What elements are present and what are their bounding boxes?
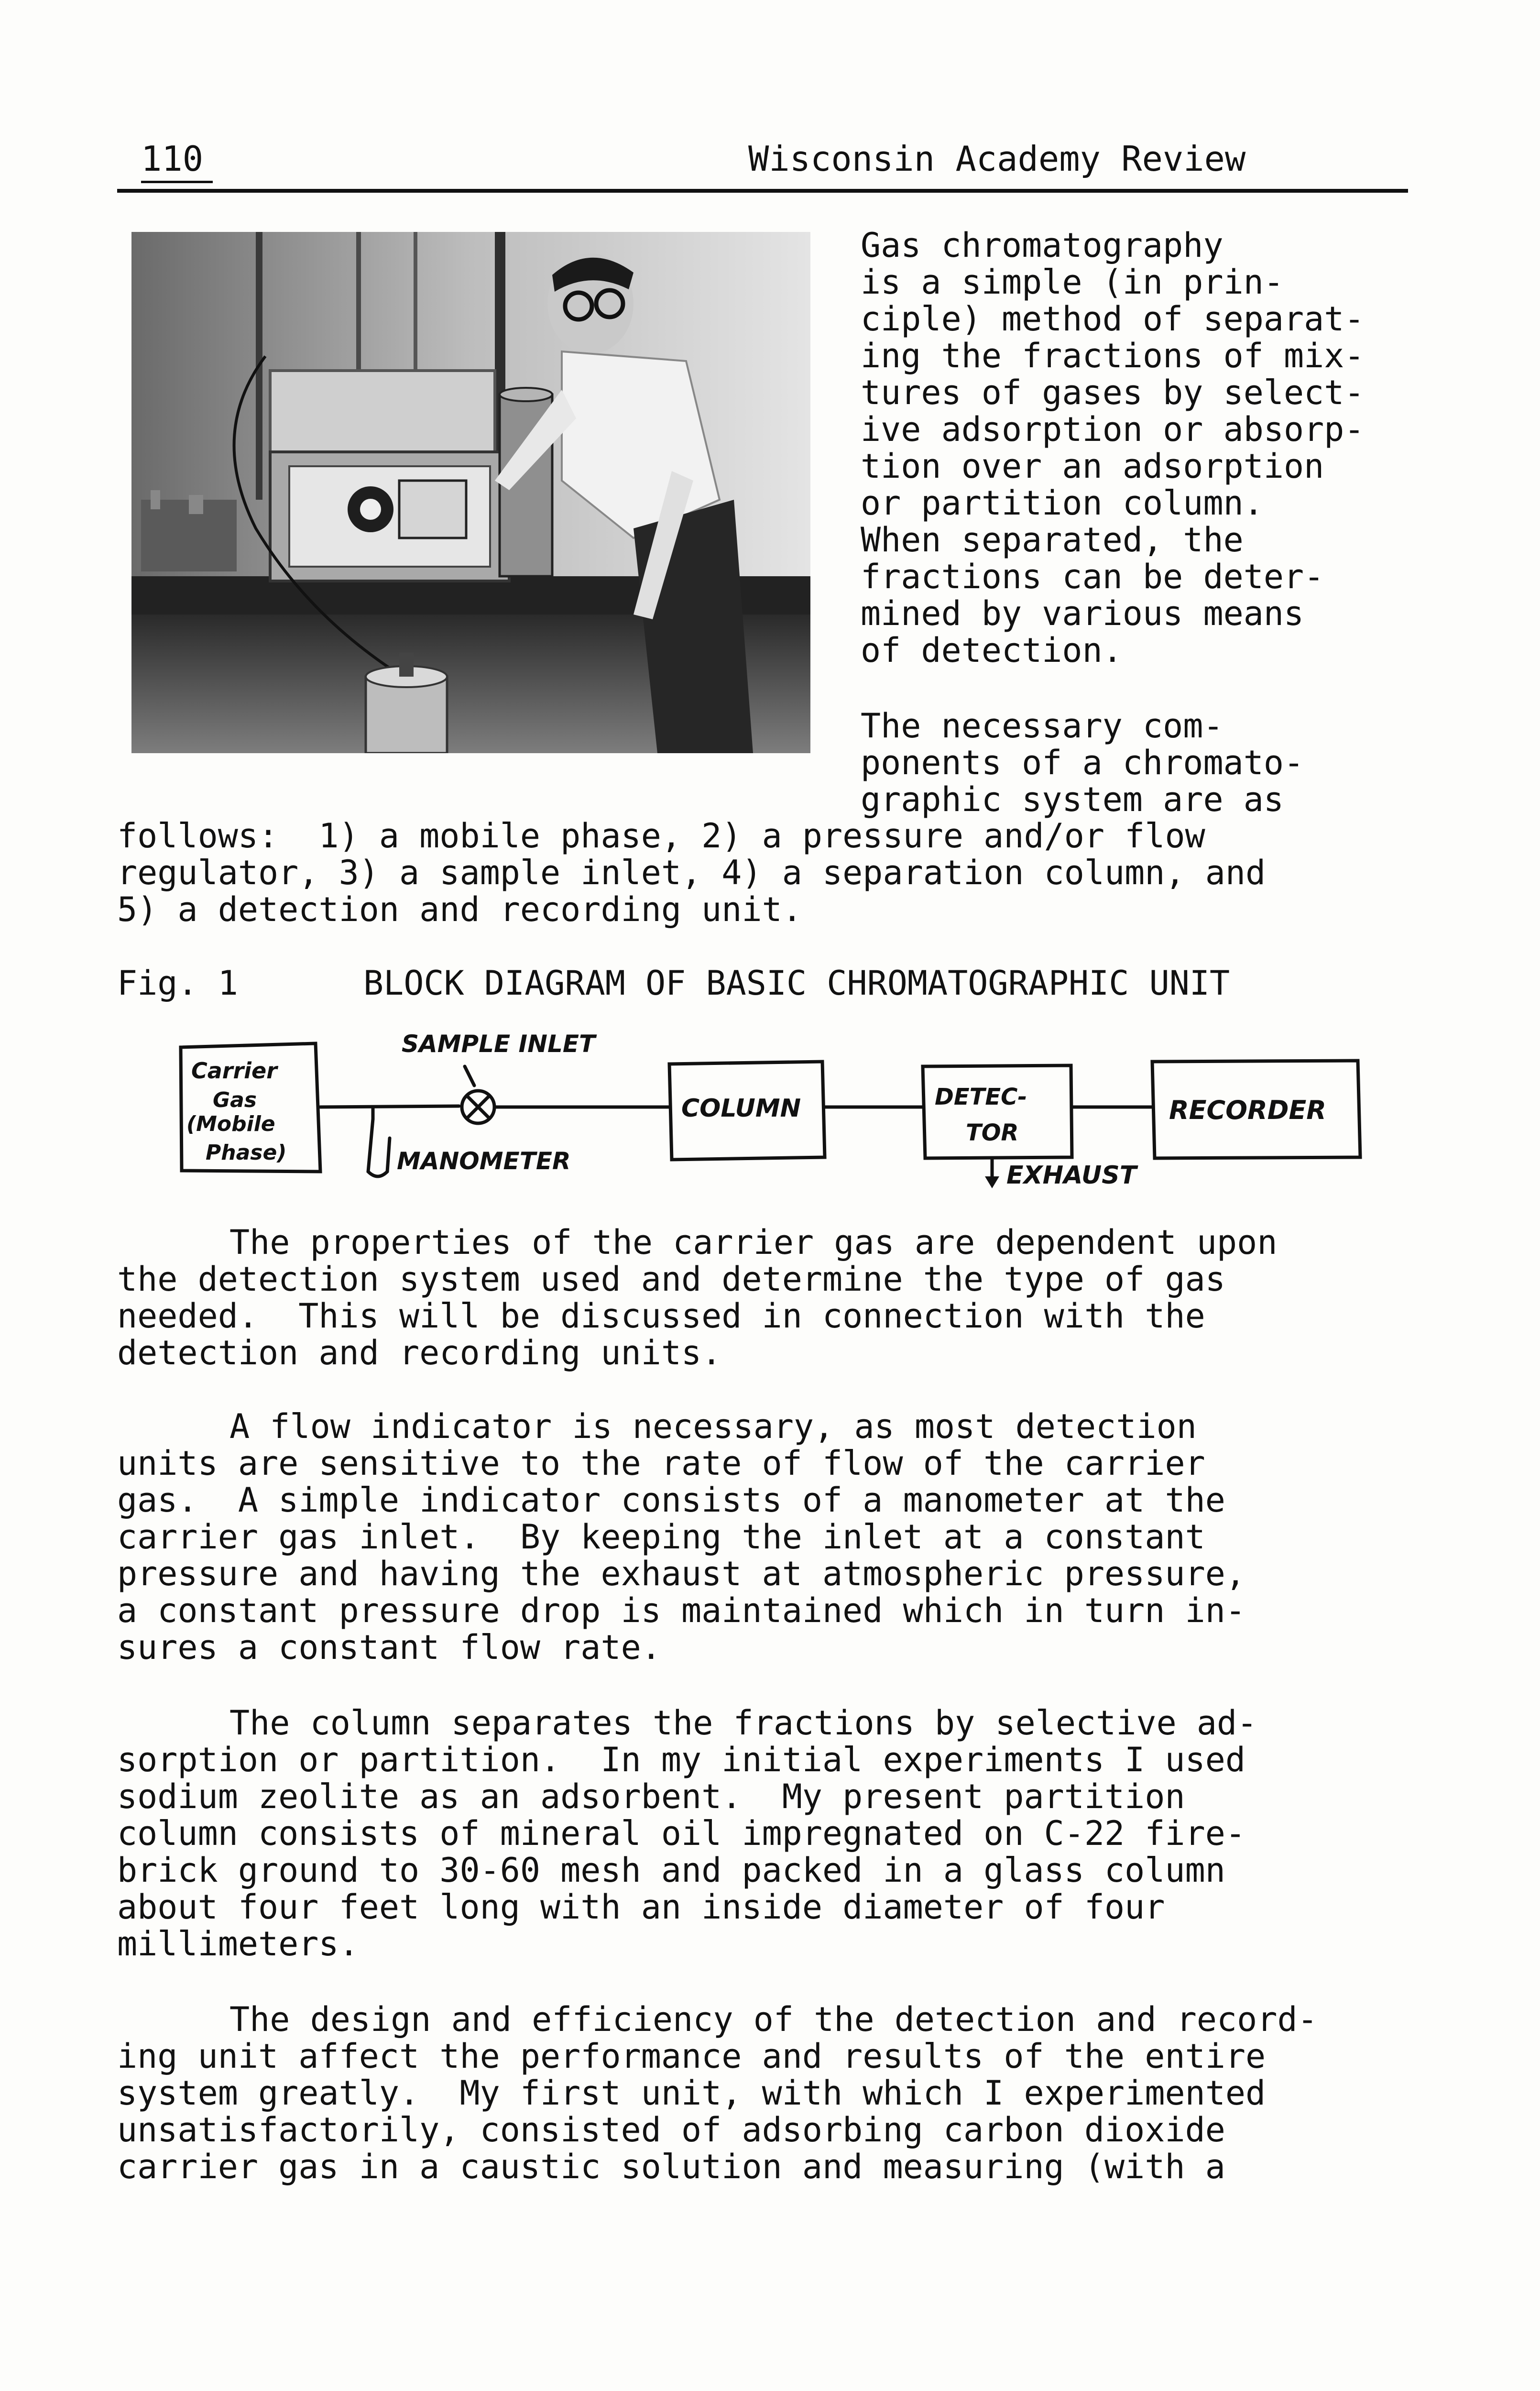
manometer-tube	[368, 1119, 390, 1176]
intro-paragraph-1: Gas chromatography is a simple (in prin- ciple) method of separat- ing the fractions of mix- tures of gases by select- ive adsorption or absorp- tion over an adsorption or partition column. When separated, the fractions can be deter- mined by various means of detection.	[861, 226, 1365, 670]
label-carrier-line2: Gas	[213, 1088, 257, 1112]
label-carrier-line3: (Mobile	[186, 1112, 275, 1136]
label-sample-inlet: SAMPLE INLET	[402, 1030, 596, 1058]
body-paragraph-column	[117, 1705, 1257, 1963]
block-diagram	[172, 1019, 1391, 1191]
body-paragraph-properties-text: The properties of the carrier gas are dependent upon the detection system used and determine the type of gas needed. This will be discussed in connection with the detection and recording units.	[117, 1223, 1278, 1372]
body-paragraph-properties	[117, 1224, 1277, 1371]
label-carrier-line1: Carrier	[191, 1058, 277, 1084]
header-rule	[117, 189, 1408, 193]
page-number: 110	[141, 139, 204, 179]
body-paragraph-detection-text: The design and efficiency of the detection and record- ing unit affect the performance and results of the entire system greatly. My first unit, with which I experimented unsatisfactorily, consisted of adsorbing carbon dioxide carrier gas in a caustic solution and measuring (with a	[117, 2000, 1318, 2186]
body-paragraph-column-text: The column separates the fractions by selective ad- sorption or partition. In my initial experiments I used sodium zeolite as an adsorbent. My present partition column consists of mineral oil impregnated on C-22 fire- brick ground to 30-60 mesh and packed in a glass column about four feet long with an inside diameter of four millimeters.	[117, 1703, 1257, 1963]
label-column: COLUMN	[681, 1094, 801, 1123]
label-recorder: RECORDER	[1169, 1095, 1326, 1125]
label-manometer: MANOMETER	[397, 1147, 571, 1175]
label-exhaust: EXHAUST	[1006, 1161, 1137, 1190]
intro-paragraph-2-full: follows: 1) a mobile phase, 2) a pressure and/or flow regulator, 3) a sample inlet, 4) a separation column, and 5) a detection and recording unit.	[117, 816, 1266, 929]
label-carrier-line4: Phase)	[206, 1141, 287, 1165]
body-paragraph-detection	[117, 2001, 1318, 2185]
page-number-underline	[141, 181, 213, 183]
journal-title: Wisconsin Academy Review	[748, 139, 1246, 179]
figure-title: BLOCK DIAGRAM OF BASIC CHROMATOGRAPHIC UNIT	[363, 964, 1230, 1003]
body-paragraph-flow-indicator	[117, 1408, 1245, 1666]
intro-paragraph-2-right: The necessary com- ponents of a chromato- graphic system are as	[861, 706, 1304, 819]
label-detector-line1: DETEC-	[935, 1084, 1027, 1110]
figure-label: Fig. 1	[117, 964, 238, 1003]
body-paragraph-flow-indicator-text: A flow indicator is necessary, as most detection units are sensitive to the rate of flow of the carrier gas. A simple indicator consists of a manometer at the carrier gas inlet. By keeping the inlet at a constant pressure and having the exhaust at atmospheric pressure, a constant pressure drop is maintained which in turn in- sures a constant flow rate.	[117, 1407, 1246, 1667]
photo-student-with-apparatus	[131, 232, 810, 753]
label-detector-line2: TOR	[966, 1119, 1019, 1146]
